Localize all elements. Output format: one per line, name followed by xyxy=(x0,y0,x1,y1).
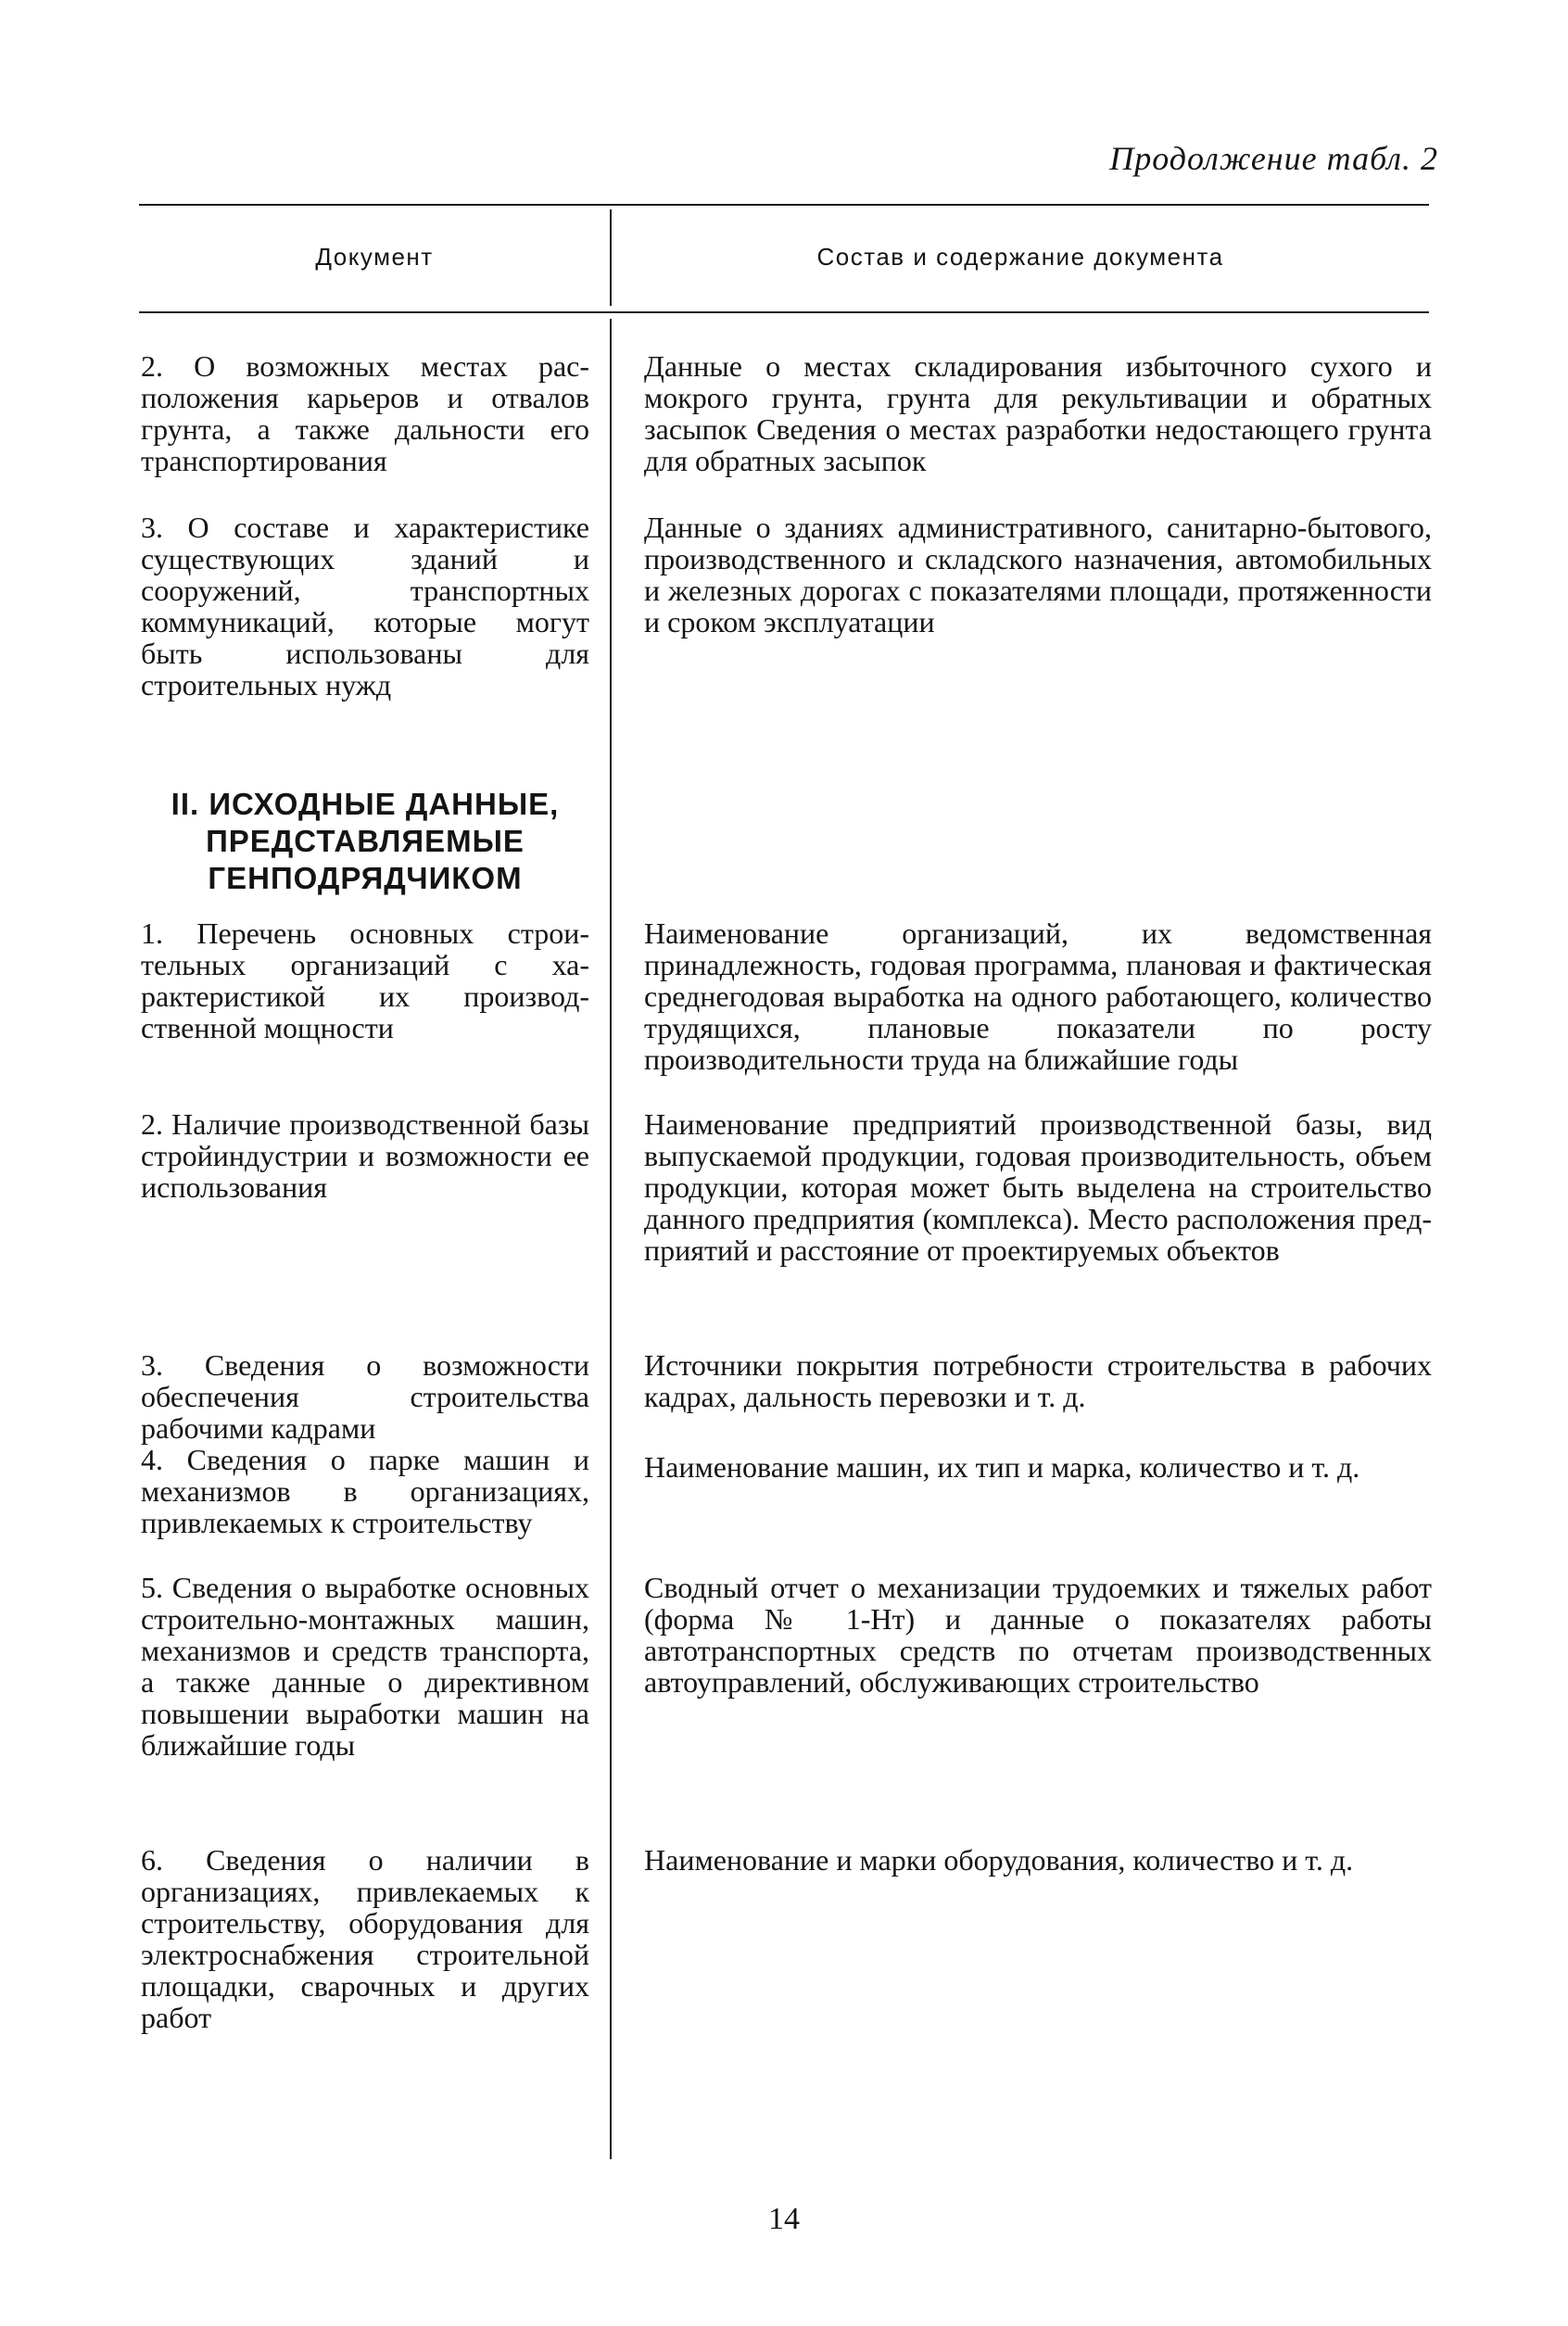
body-column-divider xyxy=(610,319,612,2159)
row-document-text: 2. Наличие производственной базы стройиндустрии и возможности ее использования xyxy=(141,1107,589,1204)
page-number: 14 xyxy=(768,2202,800,2236)
column-header-content: Состав и содержание документа xyxy=(816,243,1224,271)
row-document-text: 4. Сведения о парке машин и механизмов в организациях, привлекаемых к строительству xyxy=(141,1443,589,1539)
column-header-document: Документ xyxy=(315,243,434,271)
row-content-text: Источники покрытия потребности строительства в рабочих кадрах, дальность перевозки и т. д. xyxy=(644,1348,1432,1413)
row-document-text: 3. О составе и характеристике существующих зданий и сооружений, транспортных коммуникаций, которые могут быть использованы для строительных нужд xyxy=(141,511,589,702)
row-document-text: 3. Сведения о возможности обеспечения строительства рабочими кадрами xyxy=(141,1348,589,1445)
table-top-rule xyxy=(139,204,1429,206)
row-content-text: Наименование и марки оборудования, количество и т. д. xyxy=(644,1843,1354,1877)
row-content-text: Наименование предприятий производственной базы, вид выпускаемой продукции, годовая производительность, объем продукции, которая может быть выделена на строительство данного предприятия (комплекса). Место расположения предприятий и расстояние от проектируемых объектов xyxy=(644,1107,1432,1267)
row-document-text: 2. О возможных местах расположения карьеров и отвалов грунта, а также дальности его транспортирования xyxy=(141,349,589,477)
table-caption: Продолжение табл. 2 xyxy=(1109,140,1438,177)
section-title: II. ИСХОДНЫЕ ДАННЫЕ, ПРЕДСТАВЛЯЕМЫЕ ГЕНПОДРЯДЧИКОМ xyxy=(171,787,560,895)
row-content-text: Сводный отчет о механизации трудоемких и тяжелых работ (форма № 1-Нт) и данные о показателях работы автотранспортных средств по отчетам производственных автоуправлений, обслуживающих строительство xyxy=(644,1571,1432,1699)
row-content-text: Данные о местах складирования избыточного сухого и мокрого грунта, грунта для рекультивации и обратных засыпок Сведения о местах разработки недостающего грунта для обратных засыпок xyxy=(644,349,1432,477)
row-content-text: Данные о зданиях административного, санитарно-бытового, производственного и складского назначения, автомобильных и железных дорогах с показателями площади, протяженности и сроком эксплуатации xyxy=(644,511,1432,638)
row-content-text: Наименование машин, их тип и марка, количество и т. д. xyxy=(644,1450,1360,1484)
row-document-text: 6. Сведения о наличии в организациях, привлекаемых к строительству, оборудования для электроснабжения строительной площадки, сварочных и других работ xyxy=(141,1843,589,2034)
table-header-rule xyxy=(139,311,1429,313)
row-content-text: Наименование организаций, их ведомственная принадлежность, годовая программа, плановая и фактическая среднегодовая выработка на одного работающего, количество трудящихся, плановые показатели по росту производительности труда на ближайшие годы xyxy=(644,916,1432,1076)
row-document-text: 1. Перечень основных строительных организаций с характеристикой их производственной мощности xyxy=(141,916,589,1044)
row-document-text: 5. Сведения о выработке основных строительно-монтажных машин, механизмов и средств транспорта, а также данные о директивном повышении выработки машин на ближайшие годы xyxy=(141,1571,589,1762)
